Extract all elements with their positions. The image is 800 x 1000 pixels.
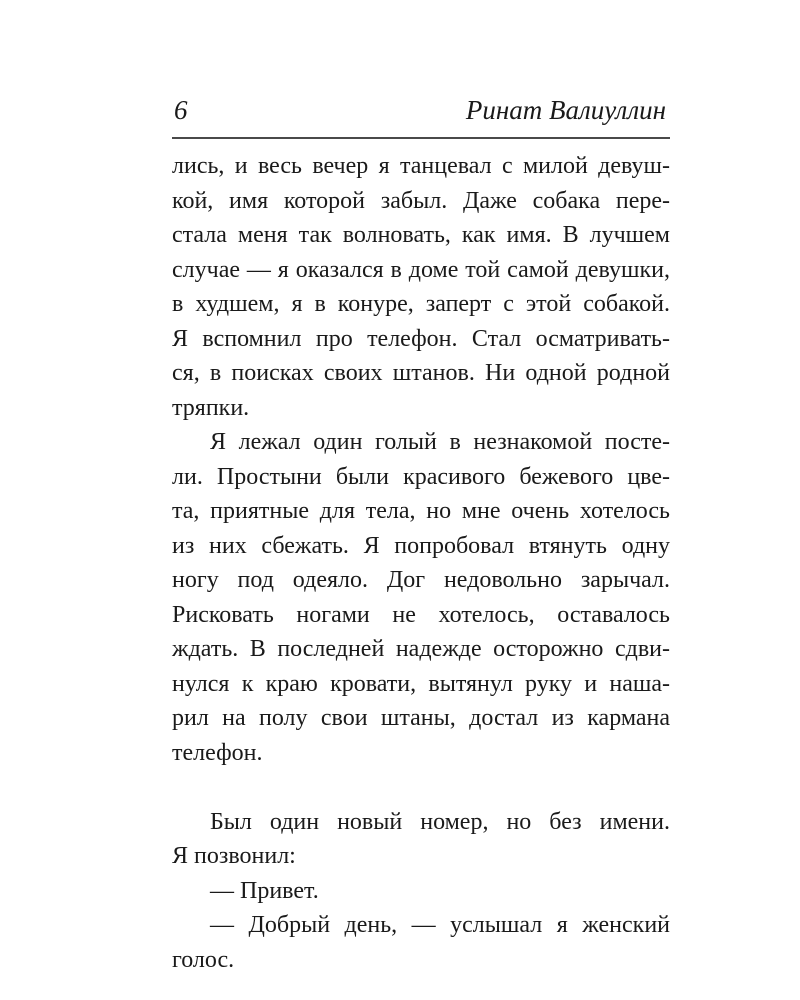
dialogue-line bbox=[172, 908, 670, 977]
text-line: голос. bbox=[172, 946, 235, 973]
author-name: Ринат Валиуллин bbox=[465, 95, 666, 125]
text-line: телефон. bbox=[172, 739, 263, 766]
paragraph bbox=[172, 805, 670, 874]
text-line: из них сбежать. Я попробовал втянуть одну bbox=[172, 532, 670, 559]
text-line: лись, и весь вечер я танцевал с милой девуш- bbox=[172, 153, 670, 179]
text-line: рил на полу свои штаны, достал из кармана bbox=[172, 705, 670, 731]
text-line: — Добрый день, — услышал я женский bbox=[210, 912, 670, 938]
text-line: — Привет. bbox=[210, 877, 319, 904]
section-break bbox=[172, 770, 670, 805]
text-line: случае — я оказался в доме той самой девушки, bbox=[172, 256, 670, 283]
text-line: ногу под одеяло. Дог недовольно зарычал. bbox=[172, 567, 670, 593]
text-line: ли. Простыни были красивого бежевого цве- bbox=[172, 463, 670, 490]
running-head bbox=[172, 95, 670, 135]
body-text bbox=[172, 149, 670, 977]
text-line: в худшем, я в конуре, заперт с этой собакой. bbox=[172, 291, 670, 317]
text-line: ждать. В последней надежде осторожно сдви- bbox=[172, 636, 670, 662]
page-number: 6 bbox=[174, 95, 188, 125]
text-line: Я вспомнил про телефон. Стал осматривать- bbox=[172, 325, 670, 352]
dialogue-line bbox=[172, 874, 670, 909]
text-line: Рисковать ногами не хотелось, оставалось bbox=[172, 601, 670, 628]
paragraph bbox=[172, 149, 670, 425]
text-line: Я позвонил: bbox=[172, 843, 296, 869]
text-line: тряпки. bbox=[172, 394, 250, 421]
text-line: Был один новый номер, но без имени. bbox=[210, 808, 670, 835]
book-page bbox=[172, 95, 670, 975]
text-line: нулся к краю кровати, вытянул руку и наша- bbox=[172, 670, 670, 697]
text-line: та, приятные для тела, но мне очень хотелось bbox=[172, 498, 670, 524]
text-line: Я лежал один голый в незнакомой посте- bbox=[210, 429, 670, 455]
header-rule bbox=[172, 137, 670, 139]
text-line: стала меня так волновать, как имя. В лучшем bbox=[172, 222, 670, 248]
text-line: ся, в поисках своих штанов. Ни одной родной bbox=[172, 360, 670, 386]
text-line: кой, имя которой забыл. Даже собака пере- bbox=[172, 187, 670, 214]
paragraph bbox=[172, 425, 670, 770]
